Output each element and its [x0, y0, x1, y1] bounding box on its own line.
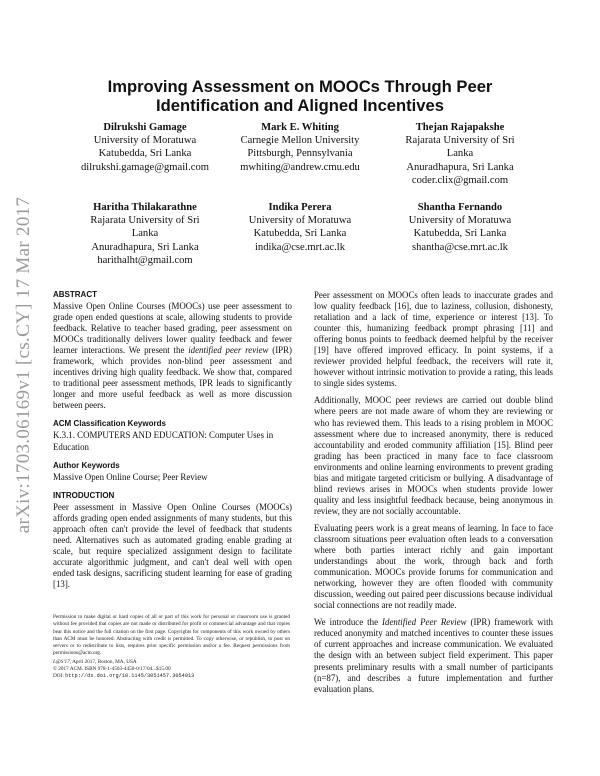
introduction-text: Peer assessment in Massive Open Online Courses (MOOCs) affords grading open ended assignments of many students, but this approach often can't provide the level of feedback that students need. Alternatives such as automated grading enable grading at scale, but require specialized assignment design to facilitate accurate algorithmic judgment, and can't deal well with open ended task designs, sacrificing student learning for ease of grading [13]. [53, 501, 292, 589]
keywords-text: Massive Open Online Course; Peer Review [53, 471, 208, 482]
permission-block [53, 614, 290, 681]
doi-link[interactable]: http://dx.doi.org/10.1145/3051457.3054013 [65, 673, 195, 680]
doi-line: DOI: http://dx.doi.org/10.1145/3051457.3054013 [53, 673, 195, 680]
abstract-section [53, 290, 292, 411]
author-name: Indika Perera [268, 202, 332, 213]
author-email: coder.clix@gmail.com [411, 174, 509, 186]
acm-heading: ACM Classification Keywords [53, 419, 166, 429]
arxiv-stamp: arXiv:1703.06169v1 [cs.CY] 17 Mar 2017 [13, 196, 34, 534]
paragraph: We introduce the Identified Peer Review (IPR) framework with reduced anonymity and matched incentives to counter these issues of current approaches and increase communication. We evaluated the design with an between subject field experiment. This paper presents preliminary results with a small number of participants (n=87), and describes a future implementation and further evaluation plans. [314, 617, 553, 694]
author-affiliation: University of Moratuwa [93, 135, 197, 147]
author-affiliation: University of Moratuwa [248, 215, 352, 227]
author-email: mwhiting@andrew.cmu.edu [240, 161, 360, 173]
author-name: Dilrukshi Gamage [103, 122, 187, 133]
abstract-heading: ABSTRACT [53, 290, 97, 299]
left-column [53, 290, 292, 598]
author-affiliation: Rajarata University of Sri [90, 215, 200, 227]
author-affiliation: University of Moratuwa [408, 215, 512, 227]
paragraph: Peer assessment on MOOCs often leads to inaccurate grades and low quality feedback [16], due to laziness, collusion, dishonesty, retaliation and a lack of time, experience or interest [13]. To counter this, humanizing feedback prompt phrasing [11] and offering bonus points to feedback deemed helpful by the receiver [19] have offered improved efficacy. In point systems, if a reviewer provided helpful feedback, the receivers will rate it, however without intrinsic motivation to provide a rating, this leads to single sides systems. [314, 290, 553, 389]
permission-text: Permission to make digital or hard copies of all or part of this work for personal or classroom use is granted without fee provided that copies are not made or distributed for profit or commercial advantage and that copies bear this notice and the full citation on the first page. Copyrights for components of this work owned by others than ACM must be honored. Abstracting with credit is permitted. To copy otherwise, or republish, to post on servers or to redistribute to lists, requires prior specific permission and/or a fee. Request permissions from permissions@acm.org. [53, 614, 290, 657]
author-email: indika@cse.mrt.ac.lk [254, 241, 346, 253]
author-affiliation: Pittsburgh, Pennsylvania [247, 148, 353, 160]
author-block [375, 121, 545, 187]
author-affiliation: Lanka [446, 148, 474, 160]
author-affiliation: Rajarata University of Sri [405, 135, 515, 147]
author-block [55, 201, 235, 267]
author-email: dilrukshi.gamage@gmail.com [80, 161, 210, 173]
author-email: harithalht@gmail.com [97, 254, 193, 266]
keywords-section [53, 461, 292, 483]
author-affiliation: Anuradhapura, Sri Lanka [406, 161, 514, 173]
author-block [210, 201, 390, 254]
author-email: shantha@cse.mrt.ac.lk [412, 241, 508, 253]
venue-line: L@S'17, April 2017, Boston, MA, USA [53, 658, 137, 665]
author-block [375, 201, 545, 254]
author-name: Mark E. Whiting [261, 122, 339, 133]
author-affiliation: Katubedda, Sri Lanka [253, 228, 347, 240]
acm-classification-section [53, 419, 292, 452]
author-affiliation: Katubedda, Sri Lanka [98, 148, 192, 160]
paper-title: Improving Assessment on MOOCs Through Peer Identification and Aligned Incentives [107, 77, 493, 115]
author-affiliation: Lanka [131, 228, 159, 240]
introduction-section [53, 491, 292, 590]
introduction-heading: INTRODUCTION [53, 490, 115, 500]
author-name: Thejan Rajapakshe [415, 122, 505, 133]
abstract-text: Massive Open Online Courses (MOOCs) use peer assessment to grade open ended questions at scale, allowing students to provide feedback. Relative to teacher based grading, peer assessment on MOOCs traditionally delivers lower quality feedback and fewer learner interactions. We present the identified peer review (IPR) framework, which provides non-blind peer assessment and incentives driving high quality feedback. We show that, compared to traditional peer assessment methods, IPR leads to significantly longer and more useful feedback as well as more discussion between peers. [53, 301, 292, 411]
author-affiliation: Carnegie Mellon University [240, 135, 360, 147]
copyright-line: © 2017 ACM. ISBN 978-1-4503-4450-0/17/04...$15.00 [53, 666, 171, 673]
paragraph: Additionally, MOOC peer reviews are carried out double blind where peers are not made aware of whom they are reviewing or who has reviewed them. This leads to a rising problem in MOOC assessment where due to increased anonymity, there is reduced accountability and eroded community affiliation [15]. Blind peer grading has been practiced in many face to face classroom environments and online learning environments to prevent grading bias and mitigate targeted criticism or bullying. A disadvantage of blind reviews arises in MOOCs when students provide lower quality and less insightful feedback because, being anonymous in review, they are not socially accountable. [314, 395, 553, 516]
keywords-heading: Author Keywords [53, 460, 120, 470]
author-block [210, 121, 390, 174]
author-block [55, 121, 235, 174]
right-column [314, 290, 553, 701]
paragraph: Evaluating peers work is a great means of learning. In face to face classroom situations peer evaluation often leads to a conversation where both parties interact richly and gain important understandings about the work, through back and forth communication. MOOCs provide forums for communication and networking, however they are often flooded with community discussion, weeding out paired peer discussions because individual social connections are not readily made. [314, 522, 553, 611]
author-name: Haritha Thilakarathne [93, 202, 197, 213]
author-affiliation: Anuradhapura, Sri Lanka [91, 241, 199, 253]
author-affiliation: Katubedda, Sri Lanka [413, 228, 507, 240]
author-name: Shantha Fernando [417, 202, 503, 213]
acm-text: K.3.1. COMPUTERS AND EDUCATION: Computer Uses in Education [53, 430, 274, 452]
